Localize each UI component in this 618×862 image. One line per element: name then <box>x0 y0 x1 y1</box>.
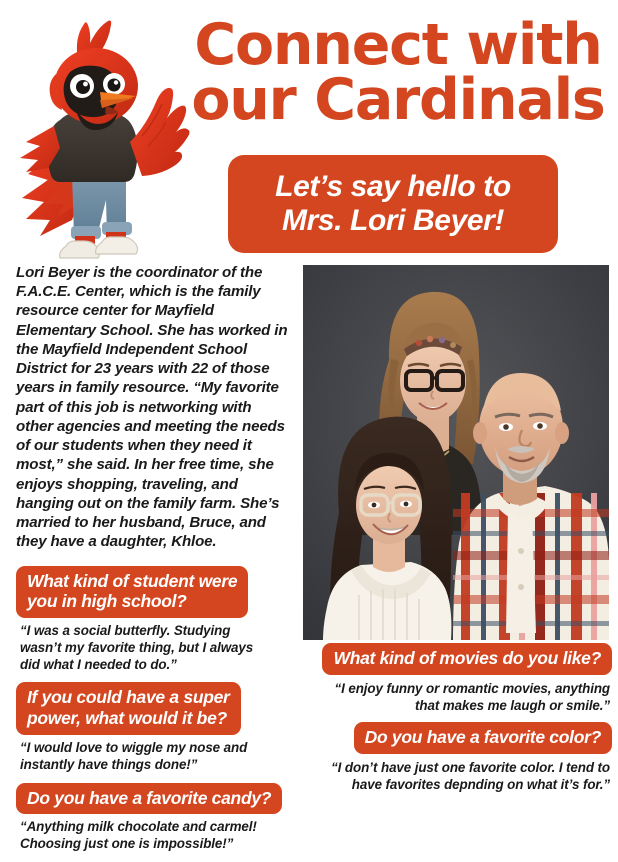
answer-line: did what I needed to do.” <box>20 656 177 672</box>
page-title <box>186 12 610 133</box>
bio-paragraph: Lori Beyer is the coordinator of the F.A.C.E. Center, which is the family resource center for Mayfield Elementary School. She has worked in the Mayfield Independent School District for 23 years with 22 of those years in family resource. “My favorite part of this job is networking with other agencies and meeting the needs of our students when they need it most,” she said. In her free time, she enjoys shopping, traveling, and hanging out on the family farm. She’s married to her husband, Bruce, and they have a daughter, Khloe. <box>16 264 288 551</box>
question-pill <box>16 783 282 815</box>
qa-block <box>16 682 292 773</box>
answer-text <box>300 760 610 794</box>
question-line: Do you have a favorite candy? <box>27 787 272 808</box>
subtitle-banner <box>228 155 558 253</box>
answer-line: wasn’t my favorite thing, but I always <box>20 639 254 655</box>
question-line: If you could have a super <box>27 687 230 708</box>
answer-line: “Anything milk chocolate and carmel! <box>20 819 257 835</box>
question-line: What kind of movies do you like? <box>333 648 601 668</box>
qa-block <box>16 783 292 853</box>
qa-block <box>300 722 612 793</box>
question-pill <box>354 722 612 754</box>
question-pill <box>16 682 241 734</box>
qa-block <box>16 566 292 674</box>
answer-text <box>20 740 292 774</box>
subtitle-line1: Let’s say hello to <box>275 170 511 204</box>
question-line: What kind of student were <box>27 570 238 591</box>
answer-line: “I would love to wiggle my nose and <box>20 739 248 755</box>
answer-line: Choosing just one is impossible!” <box>20 836 234 852</box>
cardinal-mascot-icon <box>14 14 186 264</box>
question-pill <box>16 566 248 618</box>
answer-line: “I don’t have just one favorite color. I tend to <box>331 760 610 776</box>
answer-text <box>20 819 292 853</box>
answer-line: “I was a social butterfly. Studying <box>20 622 231 638</box>
page-title-line2: our Cardinals <box>191 66 605 133</box>
question-line: power, what would it be? <box>27 708 227 729</box>
answer-line: instantly have things done!” <box>20 756 198 772</box>
question-line: you in high school? <box>27 591 187 612</box>
answer-line: have favorites depnding on what it’s for.” <box>351 776 610 792</box>
answer-text <box>20 623 292 674</box>
answer-line: that makes me laugh or smile.” <box>415 697 610 713</box>
subtitle-line2: Mrs. Lori Beyer! <box>282 204 504 237</box>
page-title-line1: Connect with <box>194 12 602 78</box>
left-column <box>16 263 292 862</box>
family-portrait-photo <box>303 265 609 640</box>
question-pill <box>322 643 612 675</box>
answer-line: “I enjoy funny or romantic movies, anything <box>334 680 610 696</box>
right-column <box>300 643 612 802</box>
qa-block <box>300 643 612 714</box>
answer-text <box>300 681 610 715</box>
question-line: Do you have a favorite color? <box>364 727 601 748</box>
